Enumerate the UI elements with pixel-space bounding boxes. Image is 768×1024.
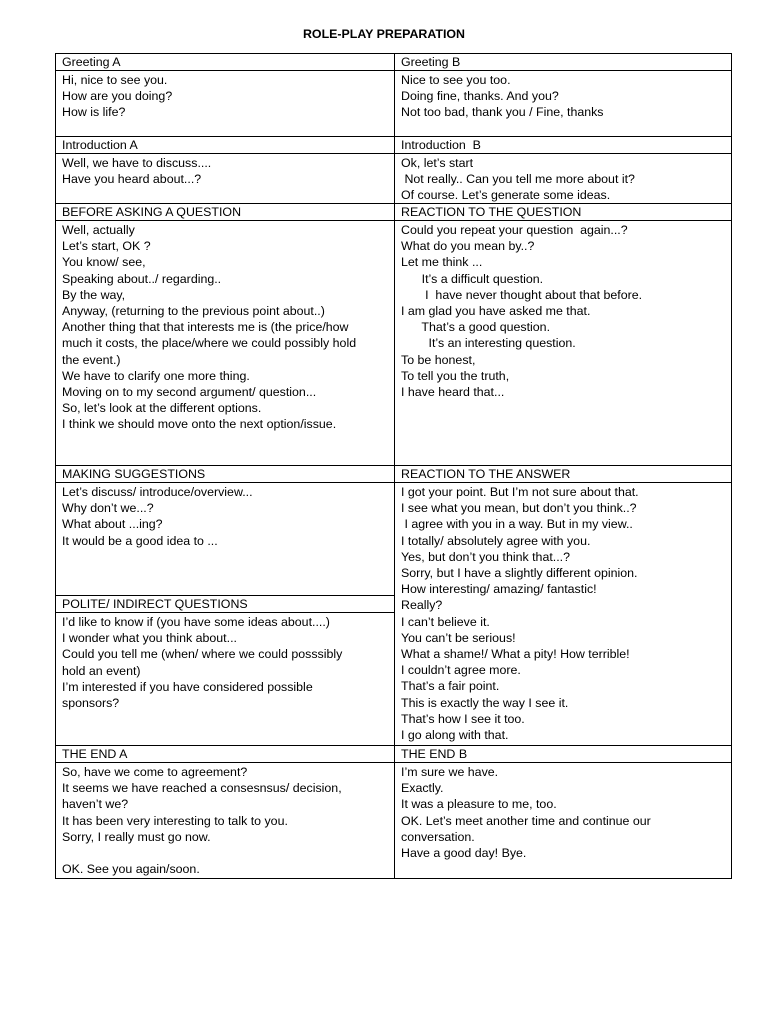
reaction-question-line: It’s an interesting question.: [401, 336, 576, 351]
introduction-b-header: Introduction B: [401, 138, 481, 152]
end-a-line: So, have we come to agreement?: [62, 765, 248, 779]
reaction-question-line: To be honest,: [401, 352, 476, 367]
reaction-answer-line: I agree with you in a way. But in my view..: [401, 517, 633, 532]
reaction-answer-header: REACTION TO THE ANSWER: [401, 467, 571, 481]
end-a-line: [62, 845, 388, 861]
making-suggestions-line: What about ...ing?: [62, 517, 163, 532]
end-a-line: OK. See you again/soon.: [62, 862, 200, 877]
before-question-line: You know/ see,: [62, 255, 146, 270]
making-suggestions-line: It would be a good idea to ...: [62, 533, 218, 548]
reaction-answer-line: You can’t be serious!: [401, 630, 516, 645]
end-b-line: Exactly.: [401, 781, 444, 796]
introduction-b-line: Ok, let’s start: [401, 156, 474, 170]
before-question-line: We have to clarify one more thing.: [62, 368, 250, 383]
before-question-line: much it costs, the place/where we could possibly hold: [62, 336, 357, 351]
page-title: ROLE-PLAY PREPARATION: [302, 27, 465, 41]
before-question-line: I think we should move onto the next option/issue.: [62, 417, 337, 432]
reaction-question-cell: [394, 220, 732, 466]
reaction-answer-line: I totally/ absolutely agree with you.: [401, 533, 591, 548]
end-b-line: Have a good day! Bye.: [401, 846, 527, 861]
greeting-a-line: How are you doing?: [62, 89, 173, 104]
end-a-line: haven’t we?: [62, 797, 129, 812]
polite-questions-line: I wonder what you think about...: [62, 631, 237, 646]
end-b-line: conversation.: [401, 829, 475, 844]
end-b-header-cell: [394, 745, 732, 763]
reaction-answer-line: Sorry, but I have a slightly different opinion.: [401, 566, 638, 581]
reaction-answer-line: That’s how I see it too.: [401, 711, 525, 726]
greeting-b-cell: [394, 70, 732, 137]
introduction-a-header-cell: [55, 136, 395, 154]
polite-questions-header-cell: [55, 595, 395, 613]
greeting-b-header-cell: [394, 53, 732, 71]
before-question-line: Moving on to my second argument/ question...: [62, 385, 317, 400]
greeting-b-header: Greeting B: [401, 55, 461, 69]
reaction-question-line: I have heard that...: [401, 385, 505, 400]
before-question-line: Anyway, (returning to the previous point about..): [62, 304, 325, 319]
before-question-header: BEFORE ASKING A QUESTION: [62, 205, 242, 219]
polite-questions-header: POLITE/ INDIRECT QUESTIONS: [62, 597, 248, 611]
introduction-a-line: Well, we have to discuss....: [62, 156, 212, 170]
reaction-answer-line: I see what you mean, but don’t you think..?: [401, 501, 637, 516]
reaction-question-header: REACTION TO THE QUESTION: [401, 205, 582, 219]
polite-questions-line: sponsors?: [62, 696, 120, 711]
polite-questions-line: I’m interested if you have considered possible: [62, 679, 313, 694]
reaction-question-line: It’s a difficult question.: [401, 271, 544, 286]
greeting-b-line: Doing fine, thanks. And you?: [401, 89, 559, 104]
greeting-a-line: Hi, nice to see you.: [62, 73, 168, 87]
reaction-answer-line: What a shame!/ What a pity! How terrible!: [401, 647, 630, 662]
reaction-question-header-cell: [394, 203, 732, 221]
making-suggestions-header-cell: [55, 465, 395, 483]
before-question-line: Let’s start, OK ?: [62, 239, 151, 254]
introduction-b-line: Of course. Let’s generate some ideas.: [401, 188, 611, 203]
reaction-answer-line: Yes, but don’t you think that...?: [401, 549, 570, 564]
introduction-b-header-cell: [394, 136, 732, 154]
greeting-b-line: Not too bad, thank you / Fine, thanks: [401, 105, 604, 120]
end-b-line: OK. Let’s meet another time and continue our: [401, 813, 651, 828]
end-b-header: THE END B: [401, 747, 468, 761]
reaction-answer-line: I couldn’t agree more.: [401, 663, 521, 678]
reaction-answer-line: I can’t believe it.: [401, 614, 490, 629]
reaction-answer-line: This is exactly the way I see it.: [401, 695, 569, 710]
reaction-question-line: Could you repeat your question again...?: [401, 223, 628, 237]
before-question-line: Speaking about../ regarding..: [62, 271, 222, 286]
reaction-question-line: Let me think ...: [401, 255, 483, 270]
reaction-question-line: That’s a good question.: [401, 320, 551, 335]
end-b-cell: [394, 762, 732, 879]
before-question-line: the event.): [62, 352, 121, 367]
before-question-line: Another thing that that interests me is (the price/how: [62, 320, 349, 335]
end-a-header: THE END A: [62, 747, 128, 761]
introduction-a-line: Have you heard about...?: [62, 172, 202, 187]
reaction-answer-header-cell: [394, 465, 732, 483]
introduction-a-cell: [55, 153, 395, 204]
introduction-a-header: Introduction A: [62, 138, 138, 152]
before-question-cell: [55, 220, 395, 466]
greeting-a-header: Greeting A: [62, 55, 121, 69]
making-suggestions-header: MAKING SUGGESTIONS: [62, 467, 206, 481]
end-a-header-cell: [55, 745, 395, 763]
reaction-answer-line: How interesting/ amazing/ fantastic!: [401, 582, 597, 597]
end-a-line: It has been very interesting to talk to you.: [62, 813, 288, 828]
before-question-line: So, let’s look at the different options.: [62, 401, 262, 416]
reaction-answer-line: Really?: [401, 598, 443, 613]
end-b-line: I’m sure we have.: [401, 765, 499, 779]
reaction-answer-line: That’s a fair point.: [401, 679, 500, 694]
greeting-a-line: How is life?: [62, 105, 126, 120]
before-question-header-cell: [55, 203, 395, 221]
polite-questions-line: I’d like to know if (you have some ideas about....): [62, 615, 330, 629]
making-suggestions-cell: [55, 482, 395, 596]
reaction-question-line: I am glad you have asked me that.: [401, 304, 591, 319]
introduction-b-cell: [394, 153, 732, 204]
greeting-a-header-cell: [55, 53, 395, 71]
end-b-line: It was a pleasure to me, too.: [401, 797, 557, 812]
reaction-question-line: To tell you the truth,: [401, 368, 510, 383]
reaction-answer-line: I got your point. But I’m not sure about that.: [401, 485, 639, 499]
reaction-answer-line: I go along with that.: [401, 728, 509, 743]
making-suggestions-line: Let’s discuss/ introduce/overview...: [62, 485, 253, 499]
reaction-question-line: What do you mean by..?: [401, 239, 535, 254]
polite-questions-line: hold an event): [62, 663, 141, 678]
making-suggestions-line: Why don’t we...?: [62, 501, 154, 516]
end-a-line: It seems we have reached a consesnsus/ decision,: [62, 781, 342, 796]
reaction-question-line: I have never thought about that before.: [401, 287, 643, 302]
greeting-a-cell: [55, 70, 395, 137]
polite-questions-cell: [55, 612, 395, 746]
reaction-answer-cell: [394, 482, 732, 746]
greeting-b-line: Nice to see you too.: [401, 73, 511, 87]
end-a-line: Sorry, I really must go now.: [62, 829, 211, 844]
polite-questions-line: Could you tell me (when/ where we could posssibly: [62, 647, 343, 662]
introduction-b-line: Not really.. Can you tell me more about it?: [401, 172, 635, 187]
before-question-line: Well, actually: [62, 223, 135, 237]
end-a-cell: [55, 762, 395, 879]
before-question-line: By the way,: [62, 287, 126, 302]
